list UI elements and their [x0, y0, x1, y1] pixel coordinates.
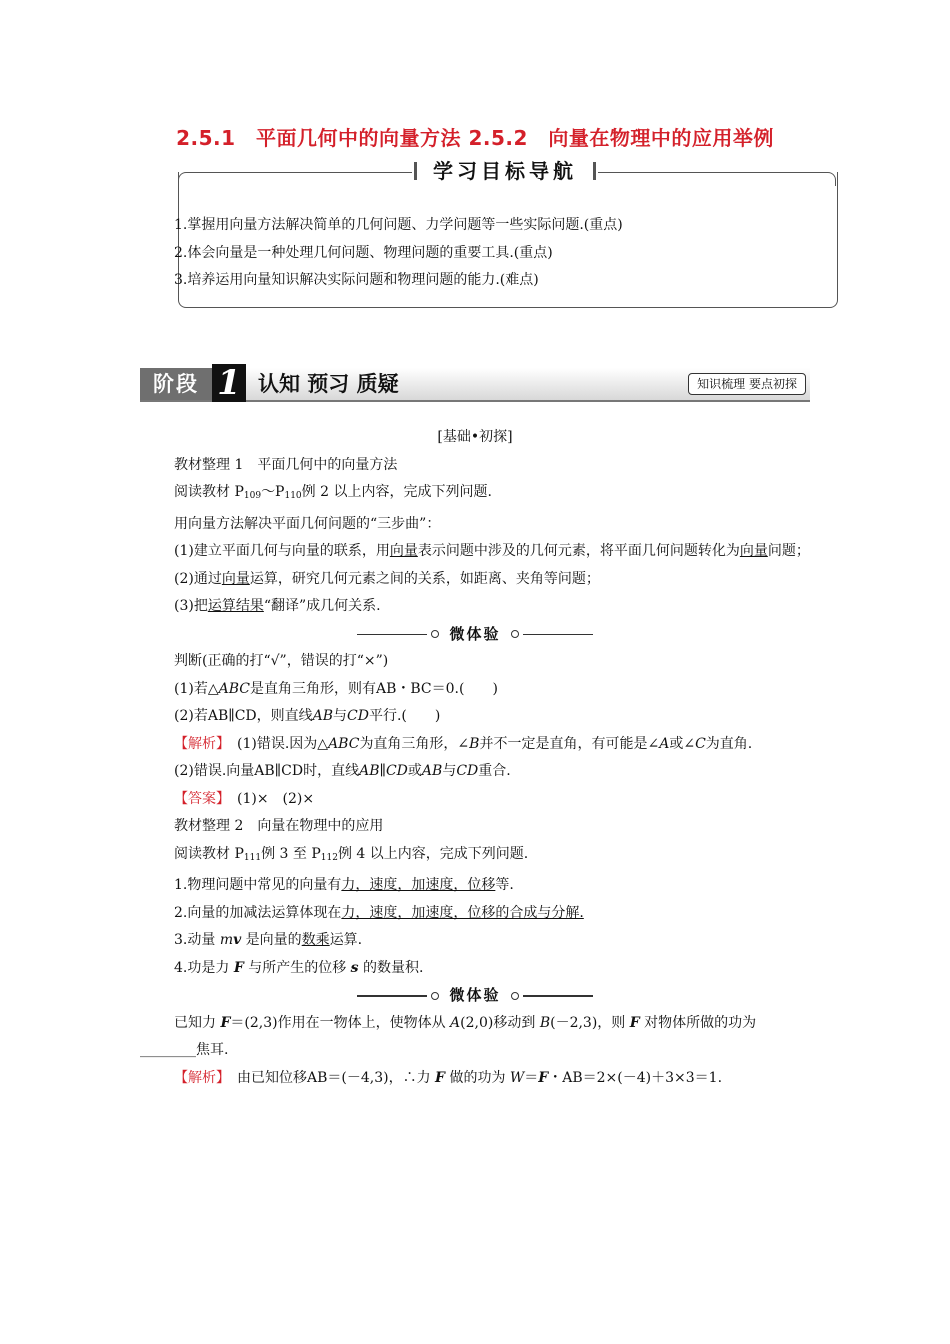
phase-tag: 阶段 — [140, 368, 212, 400]
q1-intro: 判断(正确的打“√”，错误的打“×”) — [174, 653, 389, 669]
phase-banner — [140, 363, 810, 403]
weitiyan-divider: 微体验 — [140, 621, 810, 649]
s1-step2: (2)通过向量运算，研究几何元素之间的关系，如距离、夹角等问题； — [174, 570, 600, 587]
goal-header: 学习目标导航 — [412, 156, 598, 186]
circle-icon — [431, 992, 439, 1000]
q2-analysis: 【解析】 由已知位移AB＝(－4,3)，∴力 F 做的功为 W＝F・AB＝2×(－4)＋3×3＝1. — [174, 1069, 723, 1086]
s2-item2: 2.向量的加减法运算体现在力，速度，加速度，位移的合成与分解. — [174, 904, 584, 921]
main-content — [140, 424, 810, 1092]
goal-list — [174, 212, 623, 295]
section-label: [基础•初探] — [437, 429, 513, 445]
q2-problem: 已知力 F＝(2,3)作用在一物体上，使物体从 A(2,0)移动到 B(－2,3)，则 F 对物体所做的功为________焦耳. — [140, 1014, 757, 1058]
page-title: 2.5.1 平面几何中的向量方法 2.5.2 向量在物理中的应用举例 — [176, 126, 774, 150]
goal-item: 1.掌握用向量方法解决简单的几何问题、力学问题等一些实际问题.(重点) — [174, 217, 623, 233]
circle-icon — [511, 992, 519, 1000]
q1-line2: (2)若AB∥CD，则直线AB与CD平行.( ) — [174, 708, 441, 724]
phase-subtitle: 知识梳理 要点初探 — [688, 373, 806, 395]
answer-label: 【答案】 — [174, 790, 223, 807]
weitiyan-divider: 微体验 — [140, 982, 810, 1010]
q1-line1: (1)若△ABC是直角三角形，则有AB・BC＝0.( ) — [174, 680, 498, 697]
s1-heading: 教材整理 1 平面几何中的向量方法 — [174, 456, 398, 473]
s1-intro: 用向量方法解决平面几何问题的“三步曲”： — [174, 515, 441, 532]
goal-item: 3.培养运用向量知识解决实际问题和物理问题的能力.(难点) — [174, 272, 539, 288]
q1-analysis: 【解析】 (1)错误.因为△ABC为直角三角形，∠B并不一定是直角，有可能是∠A或∠C为直角. — [174, 735, 753, 752]
s1-reading: 阅读教材 $P_{109}\sim P_{110}$例 2 以上内容，完成下列问题. — [174, 484, 492, 501]
circle-icon — [431, 630, 439, 638]
s2-heading: 教材整理 2 向量在物理中的应用 — [174, 818, 384, 834]
s1-step1: (1)建立平面几何与向量的联系，用向量表示问题中涉及的几何元素，将平面几何问题转化为向量问题； — [174, 543, 810, 559]
q1-answer: 【答案】 (1)× (2)× — [174, 790, 315, 807]
goal-item: 2.体会向量是一种处理几何问题、物理问题的重要工具.(重点) — [174, 244, 553, 261]
q1-analysis2: (2)错误.向量AB∥CD时，直线AB∥CD或AB与CD重合. — [174, 763, 511, 779]
s2-item4: 4.功是力 F 与所产生的位移 s 的数量积. — [174, 959, 424, 976]
phase-title: 认知 预习 质疑 — [258, 372, 399, 396]
analysis-label: 【解析】 — [174, 1069, 223, 1086]
s2-reading: 阅读教材 $P_{111}$例 3 至 $P_{112}$例 4 以上内容，完成下列问题. — [174, 845, 529, 863]
circle-icon — [511, 630, 519, 638]
s2-item1: 1.物理问题中常见的向量有力，速度，加速度，位移等. — [174, 877, 514, 893]
s2-item3: 3.动量 mv 是向量的数乘运算. — [174, 932, 363, 948]
phase-number: 1 — [212, 364, 246, 402]
analysis-label: 【解析】 — [174, 735, 223, 752]
s1-step3: (3)把运算结果“翻译”成几何关系. — [174, 598, 381, 614]
